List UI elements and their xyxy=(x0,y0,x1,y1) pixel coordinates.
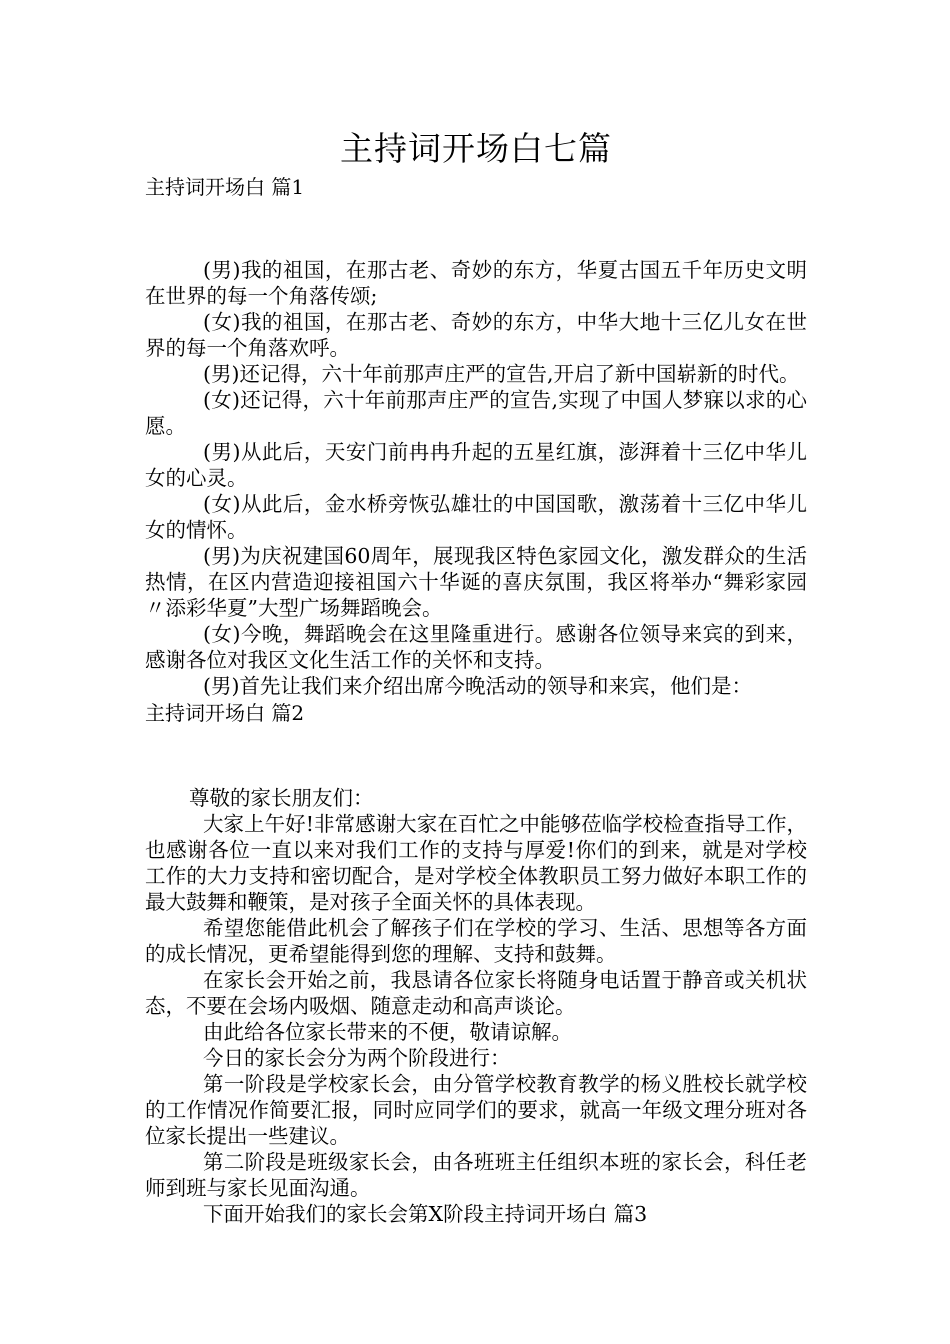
section-spacer xyxy=(145,201,807,257)
paragraph: (男)为庆祝建国60周年，展现我区特色家园文化，激发群众的生活热情，在区内营造迎接祖国六十华诞的喜庆氛围，我区将举办“舞彩家园〃添彩华夏”大型广场舞蹈晚会。 xyxy=(145,544,807,620)
paragraph: 在家长会开始之前，我恳请各位家长将随身电话置于静音或关机状态，不要在会场内吸烟、随意走动和高声谈论。 xyxy=(145,968,807,1018)
section-heading-2: 主持词开场白 篇2 xyxy=(145,701,305,725)
paragraph: 大家上午好!非常感谢大家在百忙之中能够莅临学校检查指导工作，也感谢各位一直以来对我们工作的支持与厚爱!你们的到来，就是对学校工作的大力支持和密切配合，是对学校全体教职员工努力做好本职工作的最大鼓舞和鞭策，是对孩子全面关怀的具体表现。 xyxy=(145,812,807,914)
paragraph: (男)我的祖国，在那古老、奇妙的东方，华夏古国五千年历史文明在世界的每一个角落传颂; xyxy=(145,258,807,308)
paragraph: 希望您能借此机会了解孩子们在学校的学习、生活、思想等各方面的成长情况，更希望能得到您的理解、支持和鼓舞。 xyxy=(145,916,807,966)
paragraph: (女)还记得，六十年前那声庄严的宣告,实现了中国人梦寐以求的心愿。 xyxy=(145,388,807,438)
paragraph: 今日的家长会分为两个阶段进行： xyxy=(203,1046,511,1070)
paragraph: (女)我的祖国，在那古老、奇妙的东方，中华大地十三亿儿女在世界的每一个角落欢呼。 xyxy=(145,310,807,360)
paragraph: (女)今晚，舞蹈晚会在这里隆重进行。感谢各位领导来宾的到来，感谢各位对我区文化生活工作的关怀和支持。 xyxy=(145,622,807,672)
section-body-2 xyxy=(145,785,807,1227)
paragraph: 第一阶段是学校家长会，由分管学校教育教学的杨义胜校长就学校的工作情况作简要汇报，同时应同学们的要求，就高一年级文理分班对各位家长提出一些建议。 xyxy=(145,1072,807,1148)
paragraph: (女)从此后，金水桥旁恢弘雄壮的中国国歌，激荡着十三亿中华儿女的情怀。 xyxy=(145,492,807,542)
section-spacer xyxy=(145,727,807,785)
paragraph: 由此给各位家长带来的不便，敬请谅解。 xyxy=(203,1020,572,1044)
paragraph: 第二阶段是班级家长会，由各班班主任组织本班的家长会，科任老师到班与家长见面沟通。 xyxy=(145,1150,807,1200)
document-page xyxy=(145,127,807,1227)
section-heading-1: 主持词开场白 篇1 xyxy=(145,175,305,199)
paragraph: 下面开始我们的家长会第X阶段主持词开场白 篇3 xyxy=(203,1202,648,1226)
section-body-1 xyxy=(145,257,807,699)
paragraph: (男)从此后，天安门前冉冉升起的五星红旗，澎湃着十三亿中华儿女的心灵。 xyxy=(145,440,807,490)
paragraph: (男)首先让我们来介绍出席今晚活动的领导和来宾，他们是： xyxy=(203,674,752,698)
document-title: 主持词开场白七篇 xyxy=(340,129,612,168)
greeting: 尊敬的家长朋友们： xyxy=(189,786,374,810)
paragraph: (男)还记得，六十年前那声庄严的宣告,开启了新中国崭新的时代。 xyxy=(203,362,800,386)
